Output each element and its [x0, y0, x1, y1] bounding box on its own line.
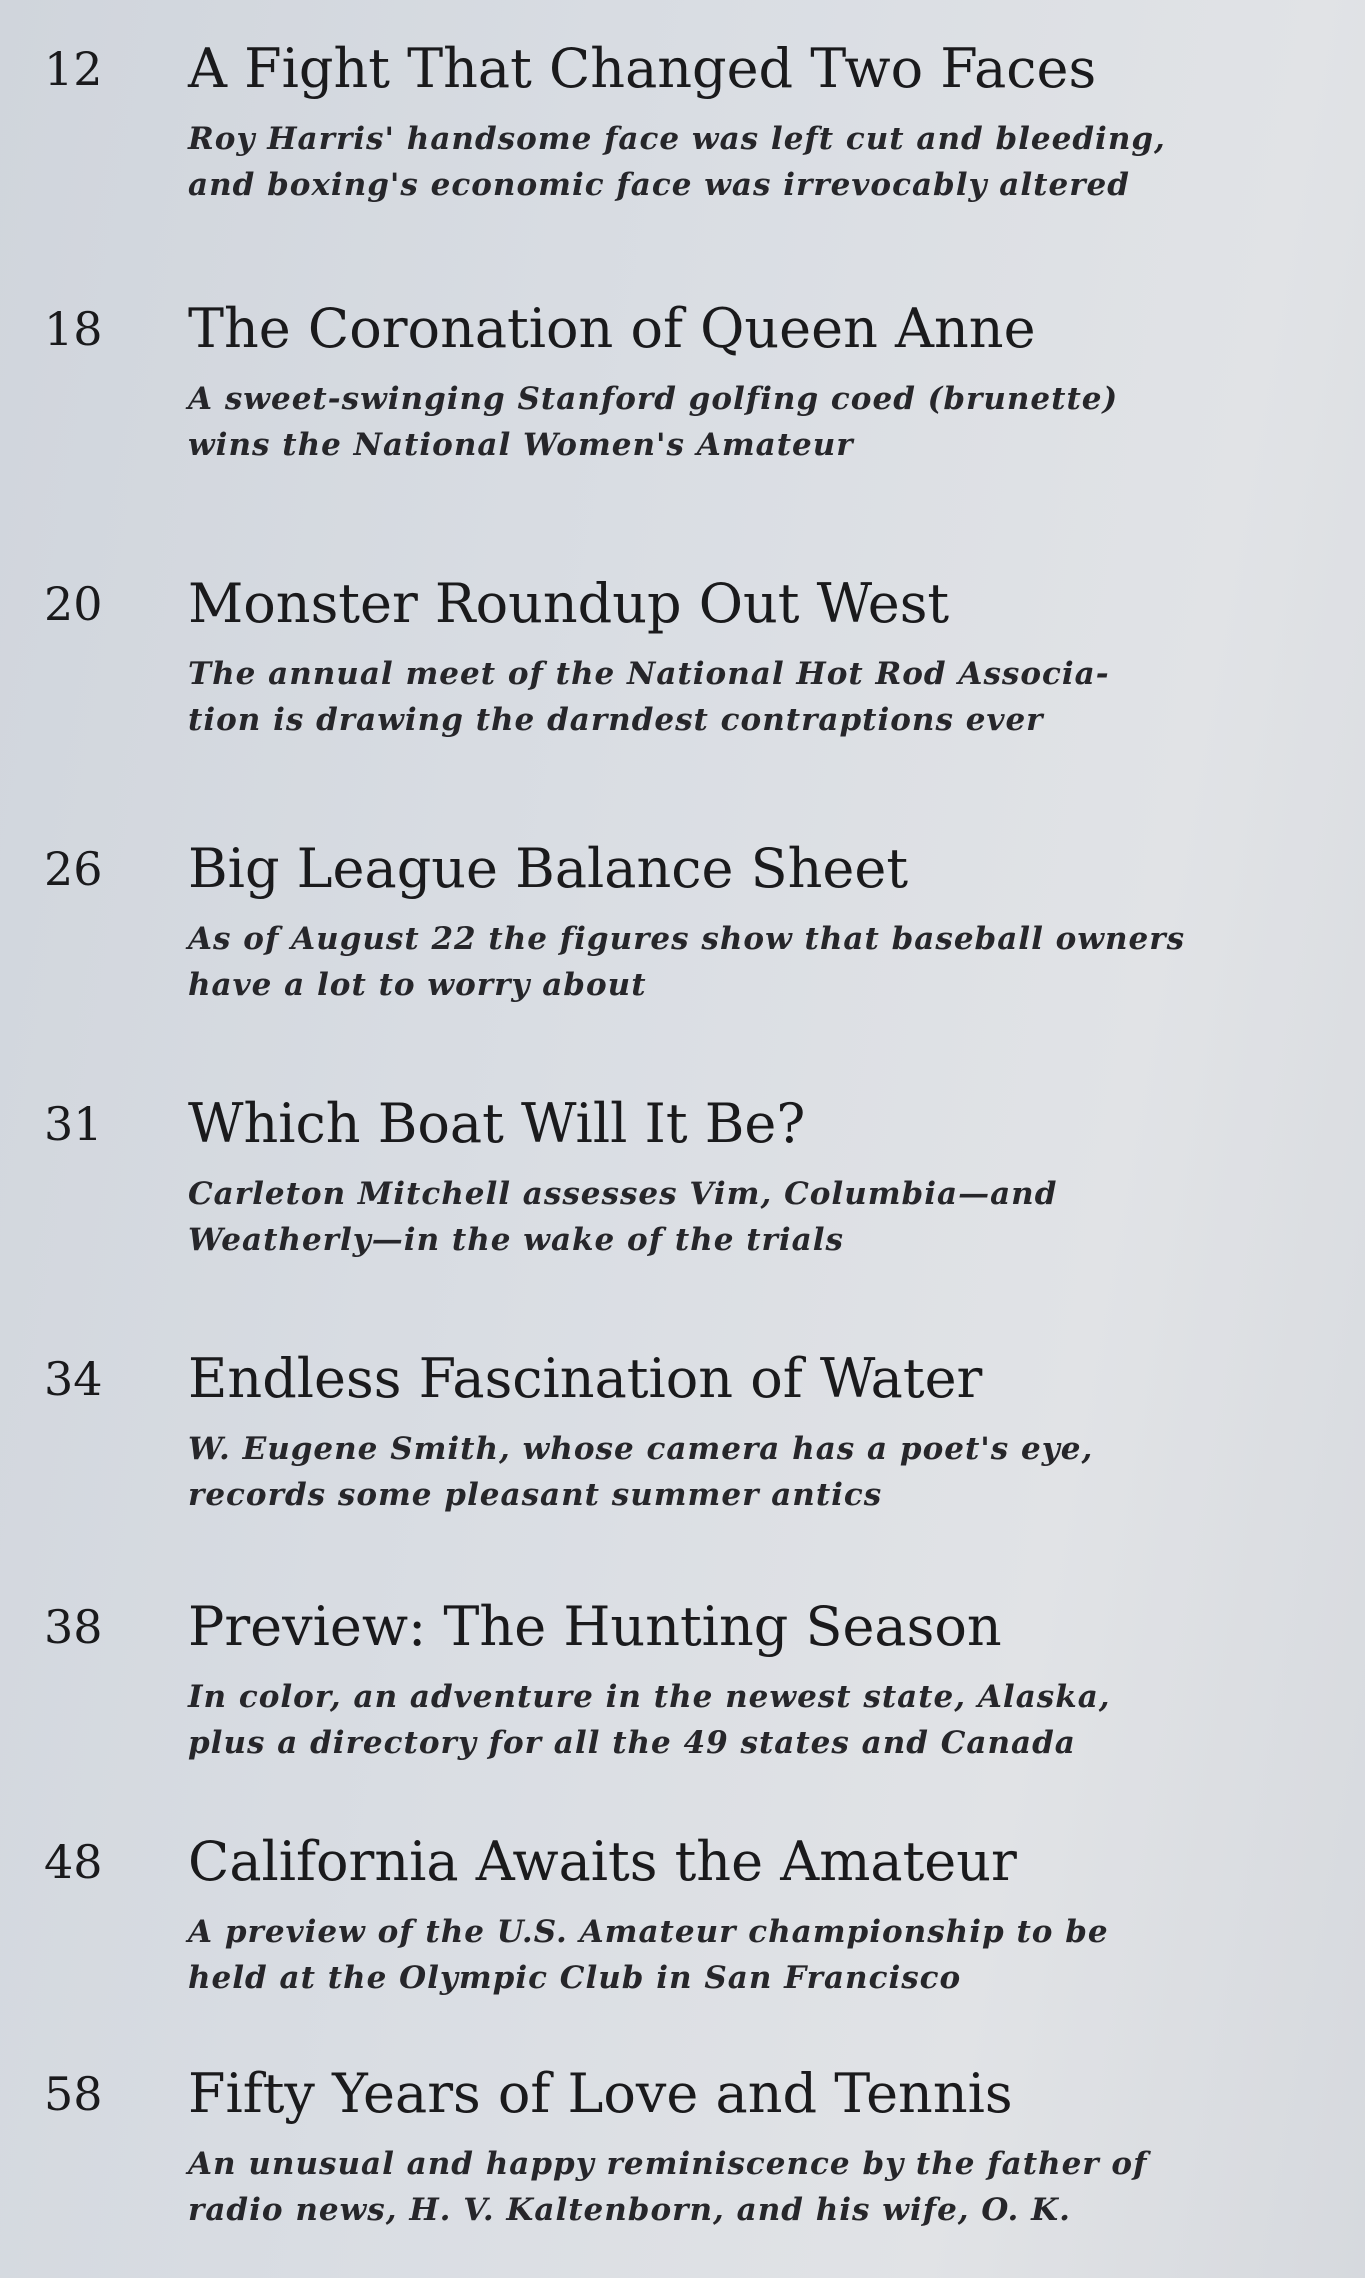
entry-description-line: Roy Harris' handsome face was left cut and bleeding, [188, 121, 1166, 157]
entry-title: A Fight That Changed Two Faces [188, 37, 1097, 100]
entry-description-line: In color, an adventure in the newest state, Alaska, [188, 1679, 1111, 1715]
entry-description [188, 916, 1338, 1008]
entry-description-line: radio news, H. V. Kaltenborn, and his wife, O. K. [188, 2192, 1071, 2228]
entry-title: Which Boat Will It Be? [188, 1092, 806, 1155]
entry-description-line: Carleton Mitchell assesses Vim, Columbia—and [188, 1176, 1058, 1212]
entry-description [188, 1909, 1338, 2001]
entry-title: Preview: The Hunting Season [188, 1595, 1002, 1658]
entry-title: The Coronation of Queen Anne [188, 297, 1036, 360]
entry-description-line: and boxing's economic face was irrevocably altered [188, 167, 1130, 203]
entry-description-line: held at the Olympic Club in San Francisco [188, 1960, 962, 1996]
entry-page-number: 31 [44, 1097, 103, 1151]
entry-page-number: 12 [44, 42, 103, 96]
entry-description-line: The annual meet of the National Hot Rod Associa- [188, 656, 1110, 692]
entry-page-number: 20 [44, 577, 103, 631]
entry-description-line: Weatherly—in the wake of the trials [188, 1222, 844, 1258]
entry-page-number: 38 [44, 1600, 103, 1654]
entry-page-number: 34 [44, 1352, 103, 1406]
entry-description-line: An unusual and happy reminiscence by the father of [188, 2146, 1148, 2182]
entry-page-number: 18 [44, 302, 103, 356]
entry-description [188, 1674, 1338, 1766]
entry-description [188, 1426, 1338, 1518]
entry-page-number: 26 [44, 842, 103, 896]
entry-page-number: 48 [44, 1835, 103, 1889]
entry-description-line: wins the National Women's Amateur [188, 427, 854, 463]
entry-title: Endless Fascination of Water [188, 1347, 983, 1410]
entry-description-line: plus a directory for all the 49 states and Canada [188, 1725, 1076, 1761]
entry-description [188, 116, 1338, 208]
entry-title: Fifty Years of Love and Tennis [188, 2062, 1013, 2125]
entry-description [188, 2141, 1338, 2233]
entry-description [188, 376, 1338, 468]
entry-page-number: 58 [44, 2067, 103, 2121]
entry-description-line: tion is drawing the darndest contraptions ever [188, 702, 1044, 738]
entry-description [188, 651, 1338, 743]
entry-title: California Awaits the Amateur [188, 1830, 1017, 1893]
entry-description [188, 1171, 1338, 1263]
entry-description-line: A preview of the U.S. Amateur championship to be [188, 1914, 1109, 1950]
entry-description-line: A sweet-swinging Stanford golfing coed (brunette) [188, 381, 1119, 417]
entry-description-line: records some pleasant summer antics [188, 1477, 883, 1513]
entry-description-line: W. Eugene Smith, whose camera has a poet's eye, [188, 1431, 1094, 1467]
entry-title: Monster Roundup Out West [188, 572, 950, 635]
entry-title: Big League Balance Sheet [188, 837, 909, 900]
entry-description-line: As of August 22 the figures show that baseball owners [188, 921, 1186, 957]
entry-description-line: have a lot to worry about [188, 967, 647, 1003]
